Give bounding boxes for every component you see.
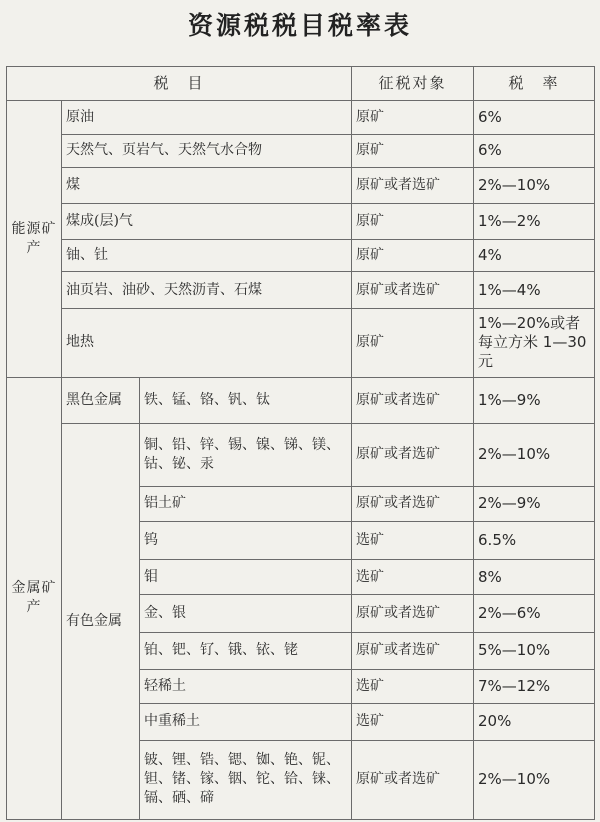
object-cell: 原矿或者选矿	[352, 272, 474, 309]
group-energy: 能源矿产	[7, 100, 62, 377]
item-cell: 钼	[140, 559, 352, 595]
object-cell: 原矿或者选矿	[352, 486, 474, 522]
item-cell: 油页岩、油砂、天然沥青、石煤	[62, 272, 352, 309]
item-cell: 铁、锰、铬、钒、钛	[140, 377, 352, 423]
object-cell: 选矿	[352, 704, 474, 741]
object-cell: 选矿	[352, 559, 474, 595]
table-row	[7, 423, 595, 486]
object-cell: 选矿	[352, 522, 474, 560]
header-item: 税 目	[7, 67, 352, 101]
rate-cell: 4%	[474, 239, 595, 272]
item-cell: 中重稀土	[140, 704, 352, 741]
table-row	[7, 100, 595, 135]
rate-cell: 8%	[474, 559, 595, 595]
rate-cell: 1%—4%	[474, 272, 595, 309]
rate-cell: 1%—2%	[474, 204, 595, 240]
rate-cell: 1%—20%或者每立方米 1—30元	[474, 308, 595, 377]
object-cell: 原矿或者选矿	[352, 377, 474, 423]
subgroup-nonferrous: 有色金属	[62, 423, 140, 819]
object-cell: 原矿	[352, 100, 474, 135]
rate-cell: 2%—10%	[474, 423, 595, 486]
rate-cell: 1%—9%	[474, 377, 595, 423]
object-cell: 原矿	[352, 204, 474, 240]
object-cell: 原矿或者选矿	[352, 595, 474, 633]
object-cell: 原矿或者选矿	[352, 167, 474, 204]
rate-cell: 2%—9%	[474, 486, 595, 522]
table-row	[7, 308, 595, 377]
rate-cell: 2%—10%	[474, 167, 595, 204]
document-title: 资源税税目税率表	[187, 11, 412, 40]
rate-cell: 2%—6%	[474, 595, 595, 633]
table-row	[7, 272, 595, 309]
rate-cell: 2%—10%	[474, 740, 595, 819]
rate-cell: 20%	[474, 704, 595, 741]
table-row	[7, 167, 595, 204]
table-row	[7, 377, 595, 423]
item-cell: 原油	[62, 100, 352, 135]
table-row	[7, 204, 595, 240]
table-header-row	[7, 67, 595, 101]
subgroup-ferrous: 黑色金属	[62, 377, 140, 423]
rate-cell: 6%	[474, 135, 595, 168]
object-cell: 原矿或者选矿	[352, 632, 474, 669]
rate-cell: 6.5%	[474, 522, 595, 560]
table-row	[7, 135, 595, 168]
item-cell: 金、银	[140, 595, 352, 633]
item-cell: 铀、钍	[62, 239, 352, 272]
item-cell: 铝土矿	[140, 486, 352, 522]
header-rate: 税 率	[474, 67, 595, 101]
rate-cell: 5%—10%	[474, 632, 595, 669]
object-cell: 选矿	[352, 669, 474, 704]
object-cell: 原矿	[352, 239, 474, 272]
header-object: 征税对象	[352, 67, 474, 101]
item-cell: 煤成(层)气	[62, 204, 352, 240]
item-cell: 铍、锂、锆、锶、铷、铯、铌、钽、锗、镓、铟、铊、铪、铼、镉、硒、碲	[140, 740, 352, 819]
item-cell: 轻稀土	[140, 669, 352, 704]
object-cell: 原矿	[352, 308, 474, 377]
item-cell: 天然气、页岩气、天然气水合物	[62, 135, 352, 168]
item-cell: 铜、铅、锌、锡、镍、锑、镁、钴、铋、汞	[140, 423, 352, 486]
object-cell: 原矿或者选矿	[352, 423, 474, 486]
group-metal: 金属矿产	[7, 377, 62, 819]
table-row	[7, 239, 595, 272]
item-cell: 钨	[140, 522, 352, 560]
object-cell: 原矿或者选矿	[352, 740, 474, 819]
item-cell: 铂、钯、钌、锇、铱、铑	[140, 632, 352, 669]
rate-cell: 7%—12%	[474, 669, 595, 704]
object-cell: 原矿	[352, 135, 474, 168]
tax-rate-table	[6, 66, 595, 820]
item-cell: 煤	[62, 167, 352, 204]
rate-cell: 6%	[474, 100, 595, 135]
item-cell: 地热	[62, 308, 352, 377]
